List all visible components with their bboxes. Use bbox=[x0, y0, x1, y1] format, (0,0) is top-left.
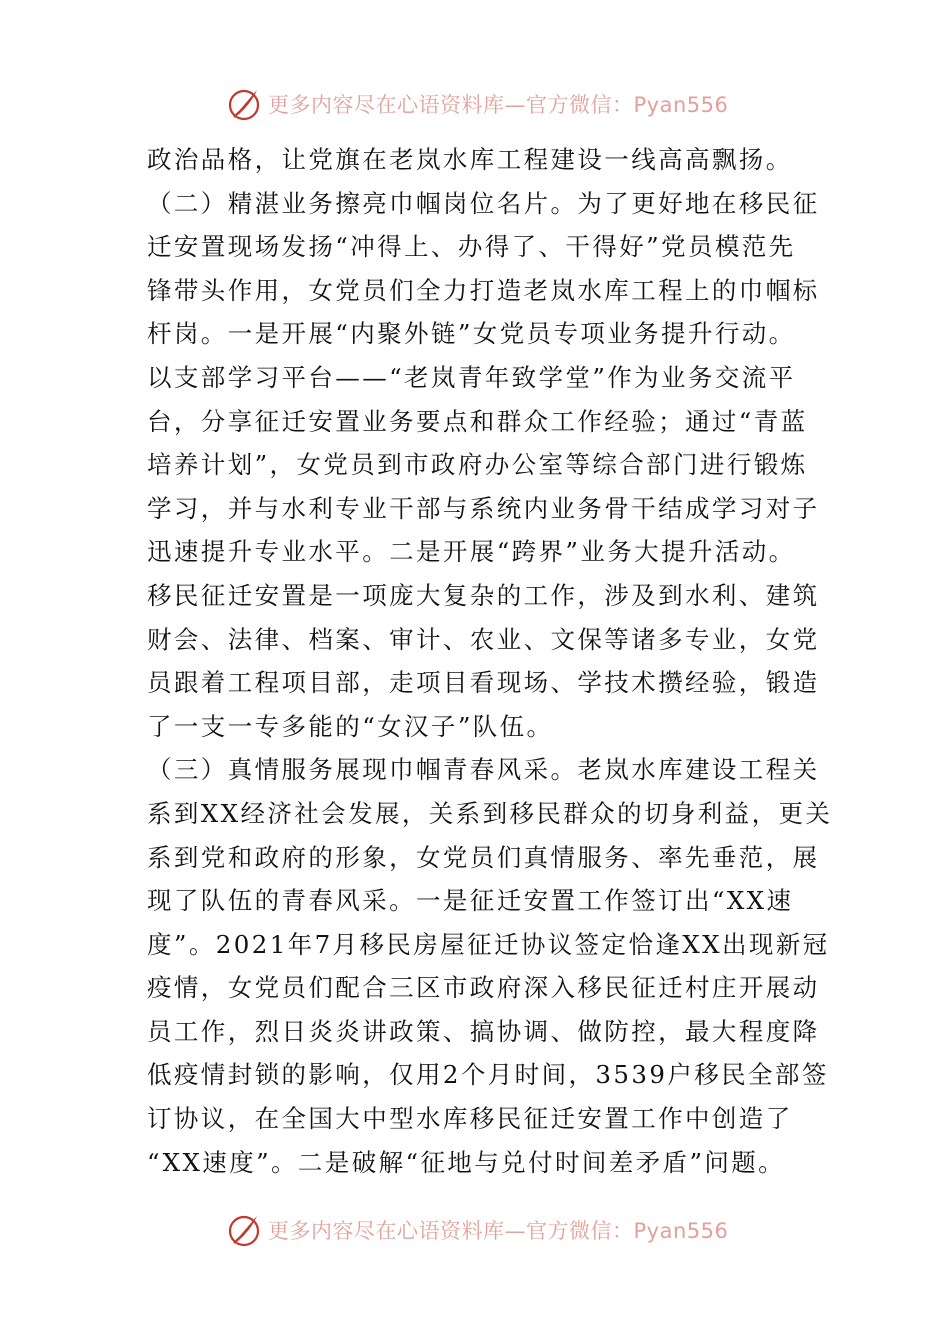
document-body bbox=[147, 138, 833, 1184]
text-line: 低疫情封锁的影响，仅用2个月时间，3539户移民全部签 bbox=[147, 1060, 829, 1090]
text-line: 财会、法律、档案、审计、农业、文保等诸多专业，女党 bbox=[147, 624, 820, 654]
text-line: 员工作，烈日炎炎讲政策、搞协调、做防控，最大程度降 bbox=[147, 1016, 820, 1046]
text-line: 锋带头作用，女党员们全力打造老岚水库工程上的巾帼标 bbox=[147, 275, 820, 305]
quill-pen-logo-icon bbox=[226, 1212, 262, 1248]
text-line: 杆岗。一是开展“内聚外链”女党员专项业务提升行动。 bbox=[147, 319, 796, 349]
text-line: 系到XX经济社会发展，关系到移民群众的切身利益，更关 bbox=[147, 798, 833, 828]
text-line: 现了队伍的青春风采。一是征迁安置工作签订出“XX速 bbox=[147, 886, 794, 916]
text-line: 移民征迁安置是一项庞大复杂的工作，涉及到水利、建筑 bbox=[147, 580, 820, 610]
text-line: （二）精湛业务擦亮巾帼岗位名片。为了更好地在移民征 bbox=[147, 188, 820, 218]
text-line: 度”。2021年7月移民房屋征迁协议签定恰逢XX出现新冠 bbox=[147, 929, 830, 959]
text-line: 台，分享征迁安置业务要点和群众工作经验；通过“青蓝 bbox=[147, 406, 808, 436]
banner-text: 更多内容尽在心语资料库—官方微信：Pyan556 bbox=[268, 93, 729, 117]
text-line: 迁安置现场发扬“冲得上、办得了、干得好”党员模范先 bbox=[147, 232, 796, 262]
header-banner bbox=[226, 84, 728, 124]
text-line: 了一支一专多能的“女汉子”队伍。 bbox=[147, 711, 554, 741]
banner-text: 更多内容尽在心语资料库—官方微信：Pyan556 bbox=[268, 1219, 729, 1243]
footer-banner bbox=[226, 1210, 728, 1250]
text-line: 员跟着工程项目部，走项目看现场、学技术攒经验，锻造 bbox=[147, 668, 820, 698]
text-line: 订协议，在全国大中型水库移民征迁安置工作中创造了 bbox=[147, 1104, 793, 1134]
text-line: 疫情，女党员们配合三区市政府深入移民征迁村庄开展动 bbox=[147, 973, 820, 1003]
text-line: 迅速提升专业水平。二是开展“跨界”业务大提升活动。 bbox=[147, 537, 796, 567]
text-line: 政治品格，让党旗在老岚水库工程建设一线高高飘扬。 bbox=[147, 145, 793, 174]
text-line: 学习，并与水利专业干部与系统内业务骨干结成学习对子 bbox=[147, 493, 820, 523]
text-line: 系到党和政府的形象，女党员们真情服务、率先垂范，展 bbox=[147, 842, 820, 872]
text-line: 以支部学习平台——“老岚青年致学堂”作为业务交流平 bbox=[147, 362, 796, 392]
text-line: 培养计划”，女党员到市政府办公室等综合部门进行锻炼 bbox=[147, 450, 808, 480]
text-line: “XX速度”。二是破解“征地与兑付时间差矛盾”问题。 bbox=[147, 1147, 786, 1177]
quill-pen-logo-icon bbox=[226, 86, 262, 122]
text-line: （三）真情服务展现巾帼青春风采。老岚水库建设工程关 bbox=[147, 755, 820, 785]
